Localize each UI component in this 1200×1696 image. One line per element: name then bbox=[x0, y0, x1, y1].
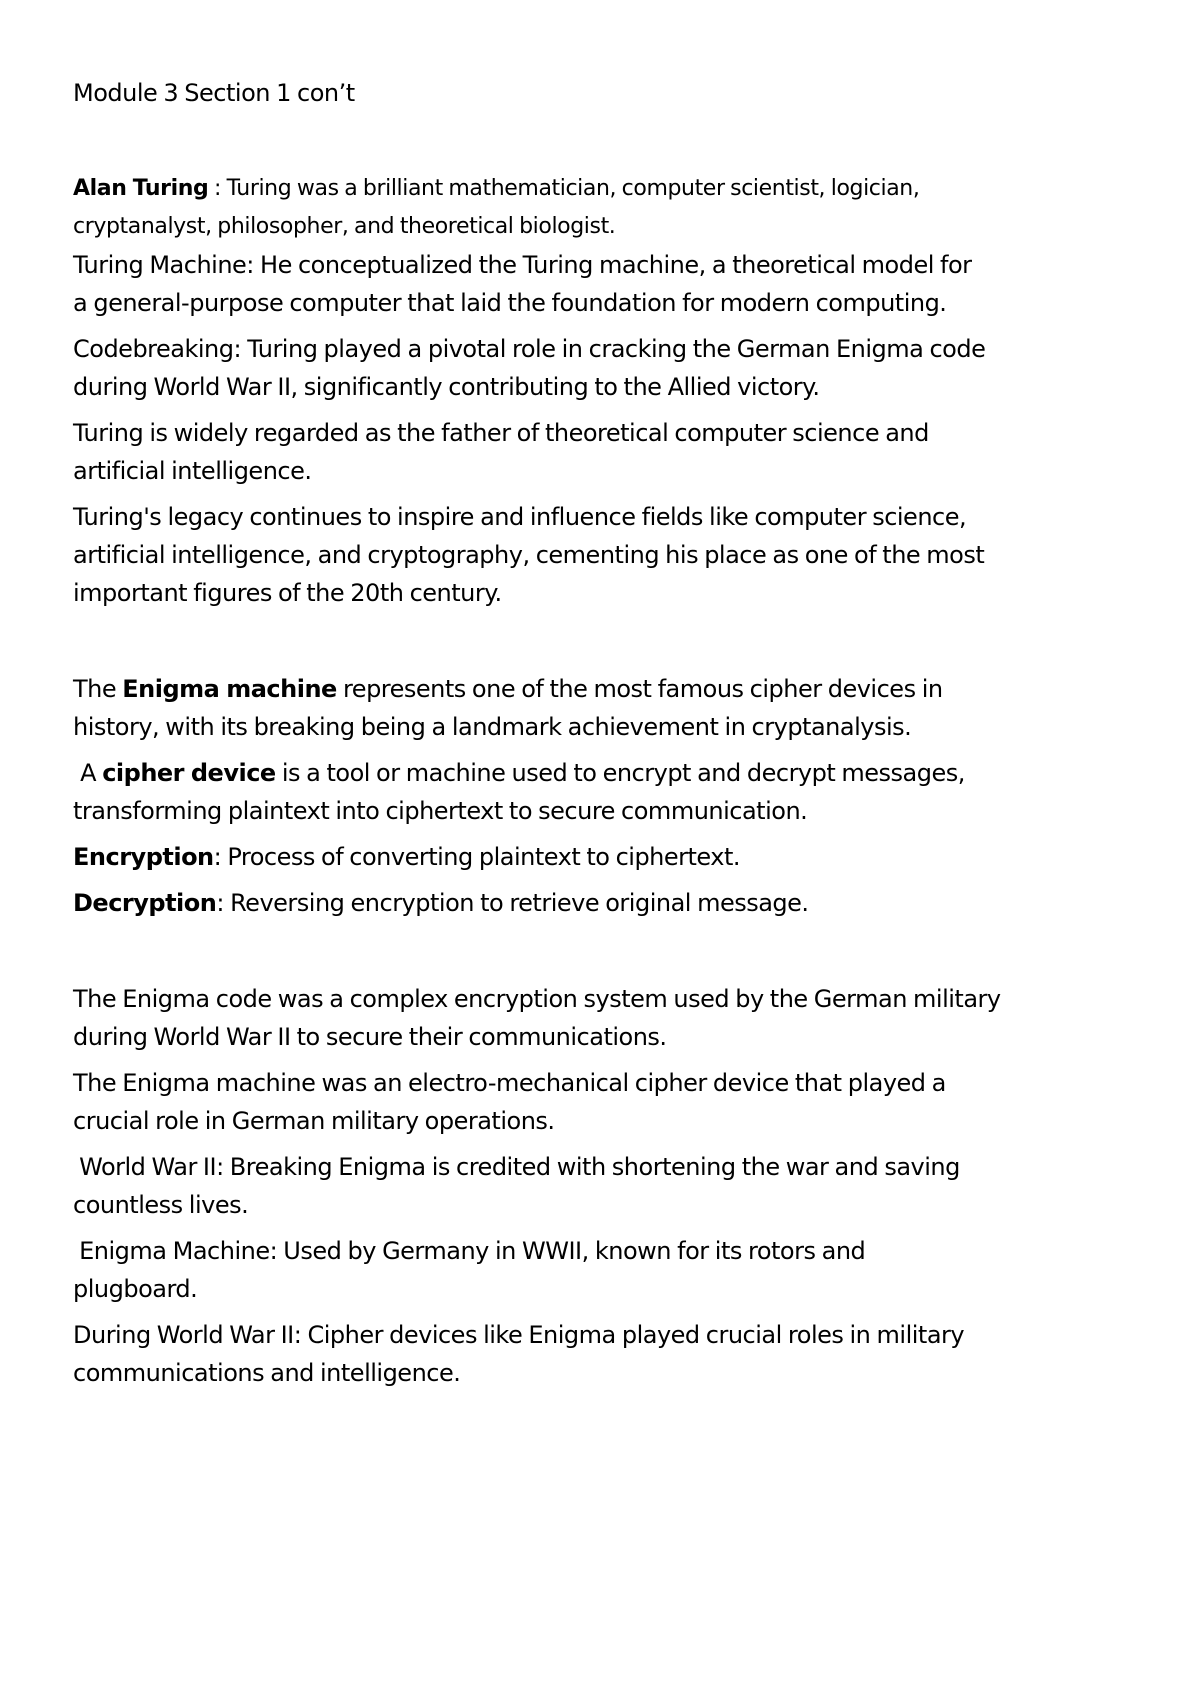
turing-intro-line-2: cryptanalyst, philosopher, and theoretical biologist. bbox=[73, 214, 616, 239]
enigma-rotors-line-1: Enigma Machine: Used by Germany in WWII, known for its rotors and bbox=[73, 1237, 866, 1265]
enigma-code-line-1: The Enigma code was a complex encryption system used by the German military bbox=[73, 985, 1001, 1013]
during-ww2-line-1: During World War II: Cipher devices like Enigma played crucial roles in military bbox=[73, 1321, 965, 1349]
father-paragraph bbox=[73, 414, 1153, 490]
enigma-electromechanical-line-2: crucial role in German military operations. bbox=[73, 1107, 555, 1135]
father-line-1: Turing is widely regarded as the father of theoretical computer science and bbox=[73, 419, 929, 447]
enigma-machine-line-2: history, with its breaking being a landmark achievement in cryptanalysis. bbox=[73, 713, 912, 741]
ww2-line-2: countless lives. bbox=[73, 1191, 249, 1219]
document-page bbox=[73, 74, 1153, 1392]
turing-machine-line-2: a general-purpose computer that laid the foundation for modern computing. bbox=[73, 289, 947, 317]
enigma-electromechanical-line-1: The Enigma machine was an electro-mechanical cipher device that played a bbox=[73, 1069, 946, 1097]
enigma-rotors-line-2: plugboard. bbox=[73, 1275, 198, 1303]
legacy-line-1: Turing's legacy continues to inspire and influence fields like computer science, bbox=[73, 503, 967, 531]
enigma-rotors-paragraph bbox=[73, 1232, 1153, 1308]
legacy-paragraph bbox=[73, 498, 1153, 612]
enigma-machine-paragraph bbox=[73, 670, 1153, 746]
enigma-electromechanical-paragraph bbox=[73, 1064, 1153, 1140]
decryption-definition: Decryption: Reversing encryption to retrieve original message. bbox=[73, 889, 809, 917]
turing-intro-text: : Turing was a brilliant mathematician, computer scientist, logician, bbox=[208, 176, 920, 201]
turing-intro-paragraph bbox=[73, 170, 1153, 322]
legacy-line-2: artificial intelligence, and cryptography, cementing his place as one of the most bbox=[73, 541, 985, 569]
cipher-device-line-2: transforming plaintext into ciphertext to secure communication. bbox=[73, 797, 808, 825]
ww2-paragraph bbox=[73, 1148, 1153, 1224]
legacy-line-3: important figures of the 20th century. bbox=[73, 579, 502, 607]
turing-name-bold: Alan Turing bbox=[73, 176, 209, 201]
codebreaking-line-1: Codebreaking: Turing played a pivotal role in cracking the German Enigma code bbox=[73, 335, 986, 363]
encryption-definition: Encryption: Process of converting plaintext to ciphertext. bbox=[73, 843, 741, 871]
cipher-device-bold: cipher device bbox=[102, 759, 276, 787]
codebreaking-paragraph bbox=[73, 330, 1153, 406]
enigma-machine-bold: Enigma machine bbox=[122, 675, 337, 703]
page-title: Module 3 Section 1 con’t bbox=[73, 79, 355, 107]
enigma-code-line-2: during World War II to secure their communications. bbox=[73, 1023, 667, 1051]
ww2-line-1: World War II: Breaking Enigma is credited with shortening the war and saving bbox=[73, 1153, 960, 1181]
encryption-term: Encryption bbox=[73, 843, 214, 871]
cipher-device-line-1: A cipher device is a tool or machine used to encrypt and decrypt messages, bbox=[73, 759, 965, 787]
codebreaking-line-2: during World War II, significantly contributing to the Allied victory. bbox=[73, 373, 820, 401]
enigma-code-paragraph bbox=[73, 980, 1153, 1056]
during-ww2-line-2: communications and intelligence. bbox=[73, 1359, 461, 1387]
cipher-device-paragraph bbox=[73, 754, 1153, 830]
father-line-2: artificial intelligence. bbox=[73, 457, 312, 485]
during-ww2-paragraph bbox=[73, 1316, 1153, 1392]
enigma-machine-line-1: The Enigma machine represents one of the most famous cipher devices in bbox=[73, 675, 943, 703]
turing-machine-line-1: Turing Machine: He conceptualized the Turing machine, a theoretical model for bbox=[73, 251, 972, 279]
turing-intro-line-1 bbox=[73, 170, 1153, 208]
decryption-term: Decryption bbox=[73, 889, 217, 917]
